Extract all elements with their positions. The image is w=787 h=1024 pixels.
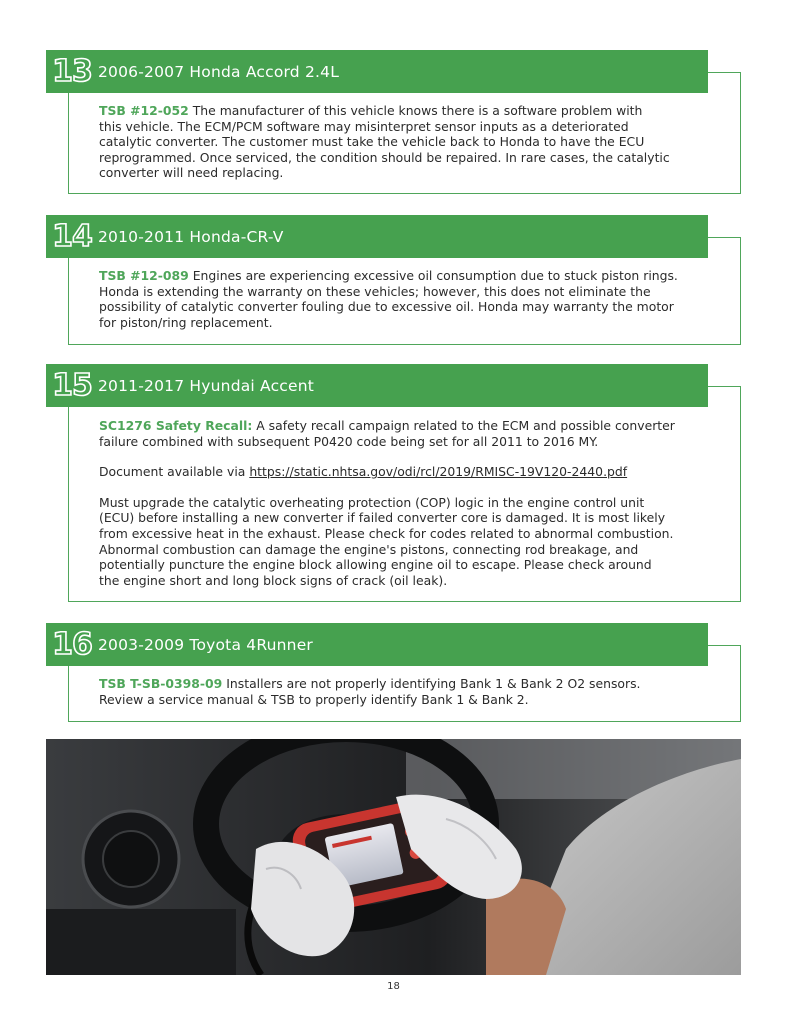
body-line: possibility of catalytic converter fouling due to excessive oil. Honda may warranty the motor <box>99 299 674 315</box>
document-link[interactable]: https://static.nhtsa.gov/odi/rcl/2019/RMISC-19V120-2440.pdf <box>249 464 628 480</box>
section-number: 14 <box>52 219 92 254</box>
body-line: A safety recall campaign related to the ECM and possible converter <box>256 418 675 433</box>
tsb-code: TSB #12-052 <box>99 103 189 118</box>
photo-illustration <box>46 739 741 975</box>
section-box <box>68 386 741 602</box>
body-line: this vehicle. The ECM/PCM software may misinterpret sensor inputs as a deteriorated <box>99 118 629 134</box>
section-title: 2006-2007 Honda Accord 2.4L <box>98 62 340 81</box>
body-line: Must upgrade the catalytic overheating protection (COP) logic in the engine control unit <box>99 494 645 510</box>
section-number: 16 <box>52 627 92 662</box>
body-line: potentially puncture the engine block allowing engine oil to escape. Please check around <box>99 557 652 573</box>
tsb-code: SC1276 Safety Recall: <box>99 418 253 433</box>
section-title: 2010-2011 Honda-CR-V <box>98 227 284 246</box>
body-line: reprogrammed. Once serviced, the condition should be repaired. In rare cases, the catalytic <box>99 149 670 165</box>
section-body <box>99 676 722 707</box>
body-line: catalytic converter. The customer must take the vehicle back to Honda to have the ECU <box>99 134 645 150</box>
body-line: (ECU) before installing a new converter if failed converter core is damaged. It is most likely <box>99 510 666 526</box>
tsb-code: TSB T-SB-0398-09 <box>99 676 223 691</box>
body-line: failure combined with subsequent P0420 code being set for all 2011 to 2016 MY. <box>99 433 599 449</box>
section-body <box>99 418 722 588</box>
body-line: converter will need replacing. <box>99 165 284 181</box>
body-line: for piston/ring replacement. <box>99 314 273 330</box>
section-header <box>46 50 708 93</box>
body-line: The manufacturer of this vehicle knows there is a software problem with <box>192 103 643 118</box>
obd-scanner-photo <box>46 739 741 975</box>
section-body <box>99 268 722 330</box>
section-body <box>99 103 722 181</box>
body-line: from excessive heat in the exhaust. Please check for codes related to abnormal combustion. <box>99 525 674 541</box>
body-line: Engines are experiencing excessive oil consumption due to stuck piston rings. <box>192 268 678 283</box>
body-line: Honda is extending the warranty on these vehicles; however, this does not eliminate the <box>99 283 651 299</box>
body-line: Abnormal combustion can damage the engine's pistons, connecting rod breakage, and <box>99 541 639 557</box>
document-prefix: Document available via <box>99 464 246 480</box>
section-title: 2011-2017 Hyundai Accent <box>98 376 315 395</box>
section-title: 2003-2009 Toyota 4Runner <box>98 635 314 654</box>
page-number: 18 <box>387 981 400 992</box>
section-header <box>46 364 708 407</box>
section-number: 15 <box>52 368 92 403</box>
section-number: 13 <box>52 54 92 89</box>
tsb-code: TSB #12-089 <box>99 268 189 283</box>
section-header <box>46 623 708 666</box>
section-header <box>46 215 708 258</box>
body-line: Review a service manual & TSB to properly identify Bank 1 & Bank 2. <box>99 691 529 707</box>
body-line: Installers are not properly identifying Bank 1 & Bank 2 O2 sensors. <box>226 676 641 691</box>
body-line: the engine short and long block signs of crack (oil leak). <box>99 572 448 588</box>
